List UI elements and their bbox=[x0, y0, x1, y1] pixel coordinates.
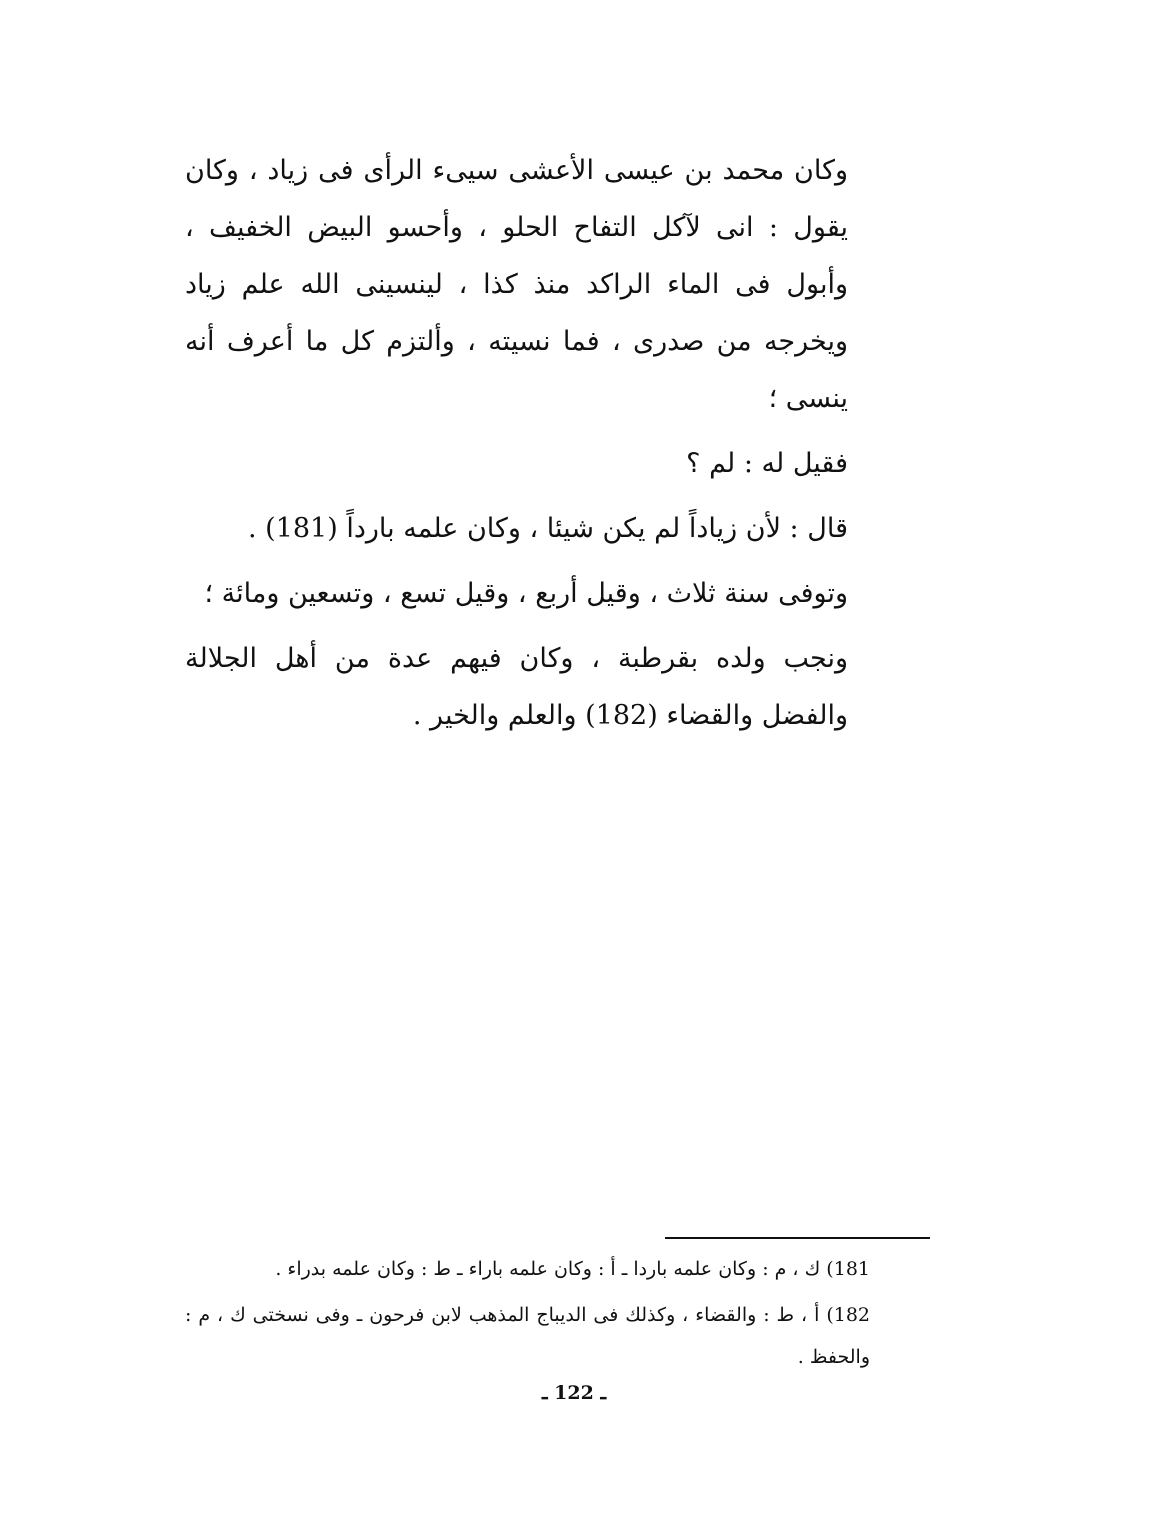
footnotes-section bbox=[185, 1248, 930, 1378]
paragraph-4: وتوفى سنة ثلاث ، وقيل أربع ، وقيل تسع ، وتسعين ومائة ؛ bbox=[204, 578, 848, 609]
page-number: ـ 122 ـ bbox=[541, 1382, 607, 1404]
paragraph-5: ونجب ولده بقرطبة ، وكان فيهم عدة من أهل الجلالة والفضل والقضاء (182) والعلم والخير . bbox=[185, 643, 848, 731]
main-text-body bbox=[185, 142, 930, 744]
footnote-divider bbox=[665, 1237, 930, 1239]
footnote-182: 182) أ ، ط : والقضاء ، وكذلك فى الديباج المذهب لابن فرحون ـ وفى نسختى ك ، م : والحفظ . bbox=[185, 1304, 870, 1368]
paragraph-2: فقيل له : لم ؟ bbox=[686, 448, 848, 479]
paragraph-1: وكان محمد بن عيسى الأعشى سيىء الرأى فى زياد ، وكان يقول : انى لآكل التفاح الحلو ، وأحسو البيض الخفيف ، وأبول فى الماء الراكد منذ كذا ، لينسينى الله علم زياد ويخرجه من صدرى ، فما نسيته ، وألتزم كل ما أعرف أنه ينسى ؛ bbox=[185, 155, 848, 414]
paragraph-3: قال : لأن زياداً لم يكن شيئا ، وكان علمه بارداً (181) . bbox=[248, 513, 848, 544]
footnote-181: 181) ك ، م : وكان علمه باردا ـ أ : وكان علمه باراء ـ ط : وكان علمه بدراء . bbox=[275, 1258, 870, 1280]
